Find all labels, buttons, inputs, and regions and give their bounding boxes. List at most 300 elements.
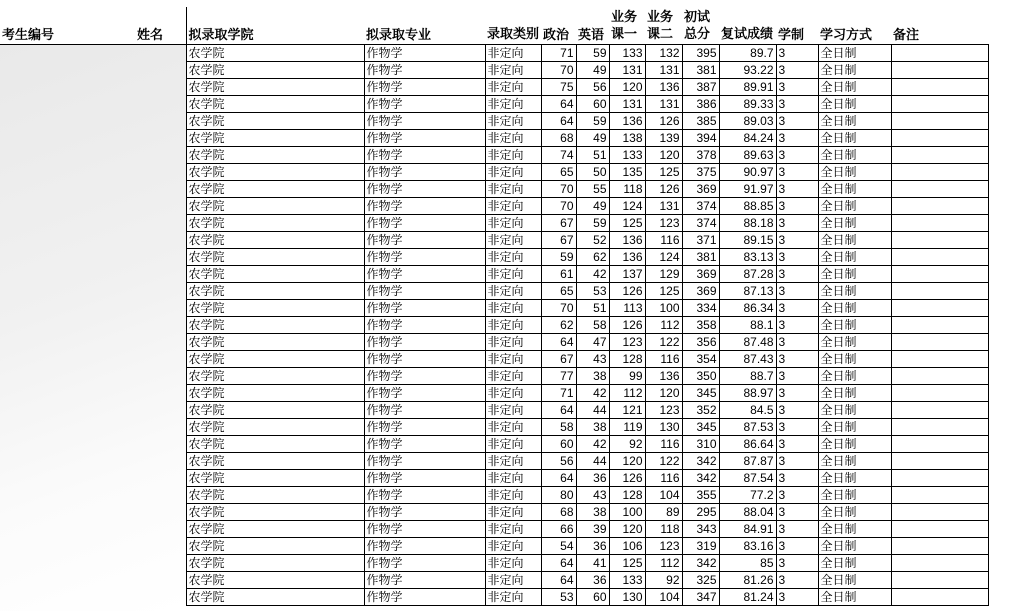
major-cell: 作物学 [364,504,485,521]
duration-cell: 3 [776,215,818,232]
retest-cell: 88.85 [719,198,776,215]
table-row [0,402,988,419]
course2-cell: 122 [645,453,682,470]
course1-cell: 133 [609,45,645,62]
retest-cell: 87.48 [719,334,776,351]
table-row [0,283,988,300]
english-cell: 38 [576,419,609,436]
course2-cell: 112 [645,555,682,572]
table-row [0,215,988,232]
college-cell: 农学院 [186,436,364,453]
category-cell: 非定向 [485,181,541,198]
table-row [0,198,988,215]
table-row [0,538,988,555]
major-cell: 作物学 [364,589,485,606]
english-cell: 58 [576,317,609,334]
college-cell: 农学院 [186,385,364,402]
college-cell: 农学院 [186,215,364,232]
header-initial-total: 初试总分 [682,7,719,45]
politics-cell: 71 [541,45,576,62]
name-cell [135,555,186,572]
major-cell: 作物学 [364,181,485,198]
course1-cell: 136 [609,113,645,130]
major-cell: 作物学 [364,266,485,283]
name-cell [135,436,186,453]
english-cell: 49 [576,62,609,79]
course2-cell: 125 [645,283,682,300]
major-cell: 作物学 [364,453,485,470]
retest-cell: 81.26 [719,572,776,589]
major-cell: 作物学 [364,130,485,147]
total-cell: 342 [682,470,719,487]
duration-cell: 3 [776,538,818,555]
english-cell: 38 [576,504,609,521]
remarks-cell [891,572,988,589]
name-cell [135,521,186,538]
category-cell: 非定向 [485,436,541,453]
college-cell: 农学院 [186,402,364,419]
exam-id-cell [0,436,135,453]
major-cell: 作物学 [364,79,485,96]
course1-cell: 131 [609,96,645,113]
table-row [0,113,988,130]
table-row [0,300,988,317]
politics-cell: 74 [541,147,576,164]
major-cell: 作物学 [364,147,485,164]
course2-cell: 125 [645,164,682,181]
english-cell: 41 [576,555,609,572]
total-cell: 385 [682,113,719,130]
politics-cell: 64 [541,470,576,487]
english-cell: 51 [576,147,609,164]
remarks-cell [891,538,988,555]
exam-id-cell [0,368,135,385]
retest-cell: 87.54 [719,470,776,487]
mode-cell: 全日制 [818,164,891,181]
retest-cell: 89.15 [719,232,776,249]
mode-cell: 全日制 [818,504,891,521]
course1-cell: 100 [609,504,645,521]
major-cell: 作物学 [364,351,485,368]
exam-id-cell [0,538,135,555]
course1-cell: 136 [609,249,645,266]
college-cell: 农学院 [186,45,364,62]
mode-cell: 全日制 [818,113,891,130]
mode-cell: 全日制 [818,334,891,351]
course2-cell: 116 [645,436,682,453]
exam-id-cell [0,283,135,300]
table-row [0,334,988,351]
name-cell [135,249,186,266]
course1-cell: 92 [609,436,645,453]
major-cell: 作物学 [364,317,485,334]
course1-cell: 119 [609,419,645,436]
duration-cell: 3 [776,79,818,96]
course1-cell: 106 [609,538,645,555]
exam-id-cell [0,385,135,402]
remarks-cell [891,317,988,334]
table-row [0,96,988,113]
college-cell: 农学院 [186,538,364,555]
total-cell: 374 [682,198,719,215]
politics-cell: 64 [541,402,576,419]
course1-cell: 128 [609,487,645,504]
course1-cell: 118 [609,181,645,198]
course2-cell: 132 [645,45,682,62]
course1-cell: 128 [609,351,645,368]
college-cell: 农学院 [186,249,364,266]
name-cell [135,96,186,113]
exam-id-cell [0,181,135,198]
remarks-cell [891,266,988,283]
table-row [0,589,988,606]
exam-id-cell [0,113,135,130]
total-cell: 395 [682,45,719,62]
duration-cell: 3 [776,521,818,538]
major-cell: 作物学 [364,385,485,402]
name-cell [135,62,186,79]
category-cell: 非定向 [485,147,541,164]
duration-cell: 3 [776,113,818,130]
retest-cell: 86.34 [719,300,776,317]
mode-cell: 全日制 [818,521,891,538]
politics-cell: 64 [541,113,576,130]
english-cell: 59 [576,215,609,232]
table-row [0,45,988,62]
politics-cell: 64 [541,572,576,589]
remarks-cell [891,300,988,317]
major-cell: 作物学 [364,487,485,504]
course2-cell: 116 [645,232,682,249]
remarks-cell [891,45,988,62]
retest-cell: 83.16 [719,538,776,555]
retest-cell: 91.97 [719,181,776,198]
college-cell: 农学院 [186,147,364,164]
course1-cell: 124 [609,198,645,215]
duration-cell: 3 [776,589,818,606]
table-row [0,470,988,487]
retest-cell: 89.33 [719,96,776,113]
english-cell: 52 [576,232,609,249]
retest-cell: 81.24 [719,589,776,606]
course1-cell: 99 [609,368,645,385]
table-row [0,164,988,181]
table-row [0,181,988,198]
remarks-cell [891,504,988,521]
college-cell: 农学院 [186,232,364,249]
remarks-cell [891,521,988,538]
politics-cell: 56 [541,453,576,470]
exam-id-cell [0,215,135,232]
total-cell: 350 [682,368,719,385]
retest-cell: 77.2 [719,487,776,504]
english-cell: 42 [576,266,609,283]
english-cell: 36 [576,470,609,487]
major-cell: 作物学 [364,538,485,555]
name-cell [135,334,186,351]
mode-cell: 全日制 [818,470,891,487]
exam-id-cell [0,521,135,538]
exam-id-cell [0,45,135,62]
college-cell: 农学院 [186,589,364,606]
table-row [0,385,988,402]
english-cell: 44 [576,453,609,470]
category-cell: 非定向 [485,385,541,402]
name-cell [135,164,186,181]
politics-cell: 71 [541,385,576,402]
college-cell: 农学院 [186,572,364,589]
duration-cell: 3 [776,504,818,521]
table-row [0,436,988,453]
course2-cell: 130 [645,419,682,436]
course2-cell: 120 [645,147,682,164]
course1-cell: 113 [609,300,645,317]
category-cell: 非定向 [485,300,541,317]
exam-id-cell [0,334,135,351]
duration-cell: 3 [776,402,818,419]
retest-cell: 87.87 [719,453,776,470]
english-cell: 44 [576,402,609,419]
total-cell: 369 [682,283,719,300]
major-cell: 作物学 [364,249,485,266]
duration-cell: 3 [776,164,818,181]
category-cell: 非定向 [485,453,541,470]
exam-id-cell [0,487,135,504]
retest-cell: 87.43 [719,351,776,368]
english-cell: 43 [576,351,609,368]
exam-id-cell [0,147,135,164]
remarks-cell [891,79,988,96]
english-cell: 56 [576,79,609,96]
english-cell: 42 [576,436,609,453]
category-cell: 非定向 [485,232,541,249]
mode-cell: 全日制 [818,249,891,266]
header-politics: 政治 [541,7,576,45]
name-cell [135,589,186,606]
exam-id-cell [0,589,135,606]
mode-cell: 全日制 [818,300,891,317]
name-cell [135,232,186,249]
major-cell: 作物学 [364,96,485,113]
college-cell: 农学院 [186,317,364,334]
total-cell: 352 [682,402,719,419]
total-cell: 375 [682,164,719,181]
course2-cell: 89 [645,504,682,521]
major-cell: 作物学 [364,521,485,538]
college-cell: 农学院 [186,62,364,79]
mode-cell: 全日制 [818,45,891,62]
mode-cell: 全日制 [818,402,891,419]
major-cell: 作物学 [364,62,485,79]
exam-id-cell [0,96,135,113]
duration-cell: 3 [776,470,818,487]
category-cell: 非定向 [485,130,541,147]
table-row [0,266,988,283]
duration-cell: 3 [776,555,818,572]
mode-cell: 全日制 [818,96,891,113]
retest-cell: 89.7 [719,45,776,62]
college-cell: 农学院 [186,130,364,147]
course1-cell: 112 [609,385,645,402]
remarks-cell [891,232,988,249]
mode-cell: 全日制 [818,368,891,385]
exam-id-cell [0,198,135,215]
course2-cell: 104 [645,487,682,504]
politics-cell: 60 [541,436,576,453]
politics-cell: 64 [541,334,576,351]
politics-cell: 70 [541,62,576,79]
politics-cell: 64 [541,96,576,113]
remarks-cell [891,334,988,351]
duration-cell: 3 [776,266,818,283]
exam-id-cell [0,164,135,181]
politics-cell: 65 [541,283,576,300]
category-cell: 非定向 [485,504,541,521]
total-cell: 381 [682,249,719,266]
course2-cell: 123 [645,402,682,419]
college-cell: 农学院 [186,487,364,504]
exam-id-cell [0,317,135,334]
mode-cell: 全日制 [818,266,891,283]
header-study-mode: 学习方式 [818,7,891,45]
name-cell [135,419,186,436]
english-cell: 55 [576,181,609,198]
total-cell: 354 [682,351,719,368]
mode-cell: 全日制 [818,317,891,334]
mode-cell: 全日制 [818,62,891,79]
header-row [0,7,988,45]
mode-cell: 全日制 [818,419,891,436]
exam-id-cell [0,419,135,436]
header-english: 英语 [576,7,609,45]
english-cell: 60 [576,96,609,113]
duration-cell: 3 [776,436,818,453]
category-cell: 非定向 [485,215,541,232]
course1-cell: 123 [609,334,645,351]
retest-cell: 84.5 [719,402,776,419]
english-cell: 53 [576,283,609,300]
total-cell: 334 [682,300,719,317]
politics-cell: 53 [541,589,576,606]
remarks-cell [891,555,988,572]
politics-cell: 68 [541,130,576,147]
mode-cell: 全日制 [818,453,891,470]
exam-id-cell [0,402,135,419]
politics-cell: 67 [541,232,576,249]
exam-id-cell [0,300,135,317]
college-cell: 农学院 [186,334,364,351]
remarks-cell [891,96,988,113]
total-cell: 369 [682,266,719,283]
english-cell: 49 [576,130,609,147]
category-cell: 非定向 [485,555,541,572]
exam-id-cell [0,555,135,572]
course1-cell: 125 [609,555,645,572]
mode-cell: 全日制 [818,385,891,402]
name-cell [135,198,186,215]
remarks-cell [891,453,988,470]
english-cell: 42 [576,385,609,402]
course1-cell: 120 [609,453,645,470]
course1-cell: 121 [609,402,645,419]
duration-cell: 3 [776,181,818,198]
course2-cell: 139 [645,130,682,147]
name-cell [135,45,186,62]
category-cell: 非定向 [485,45,541,62]
category-cell: 非定向 [485,198,541,215]
total-cell: 358 [682,317,719,334]
college-cell: 农学院 [186,453,364,470]
total-cell: 345 [682,419,719,436]
course2-cell: 122 [645,334,682,351]
college-cell: 农学院 [186,419,364,436]
course1-cell: 136 [609,232,645,249]
mode-cell: 全日制 [818,436,891,453]
name-cell [135,266,186,283]
header-name: 姓名 [135,7,186,45]
retest-cell: 88.04 [719,504,776,521]
admission-table [0,7,989,606]
course1-cell: 133 [609,147,645,164]
english-cell: 51 [576,300,609,317]
name-cell [135,402,186,419]
remarks-cell [891,419,988,436]
college-cell: 农学院 [186,181,364,198]
retest-cell: 87.53 [719,419,776,436]
remarks-cell [891,283,988,300]
course2-cell: 120 [645,385,682,402]
total-cell: 343 [682,521,719,538]
category-cell: 非定向 [485,164,541,181]
table-row [0,521,988,538]
remarks-cell [891,436,988,453]
duration-cell: 3 [776,62,818,79]
college-cell: 农学院 [186,266,364,283]
politics-cell: 67 [541,215,576,232]
mode-cell: 全日制 [818,487,891,504]
course1-cell: 135 [609,164,645,181]
total-cell: 310 [682,436,719,453]
mode-cell: 全日制 [818,198,891,215]
name-cell [135,470,186,487]
course2-cell: 100 [645,300,682,317]
course1-cell: 126 [609,317,645,334]
mode-cell: 全日制 [818,538,891,555]
duration-cell: 3 [776,249,818,266]
total-cell: 342 [682,555,719,572]
course1-cell: 120 [609,79,645,96]
category-cell: 非定向 [485,266,541,283]
retest-cell: 86.64 [719,436,776,453]
name-cell [135,300,186,317]
table-row [0,572,988,589]
english-cell: 49 [576,198,609,215]
remarks-cell [891,487,988,504]
course1-cell: 126 [609,283,645,300]
college-cell: 农学院 [186,504,364,521]
remarks-cell [891,368,988,385]
duration-cell: 3 [776,385,818,402]
retest-cell: 83.13 [719,249,776,266]
table-row [0,79,988,96]
name-cell [135,317,186,334]
duration-cell: 3 [776,351,818,368]
total-cell: 369 [682,181,719,198]
english-cell: 36 [576,572,609,589]
name-cell [135,113,186,130]
course1-cell: 131 [609,62,645,79]
header-retest-score: 复试成绩 [719,7,776,45]
